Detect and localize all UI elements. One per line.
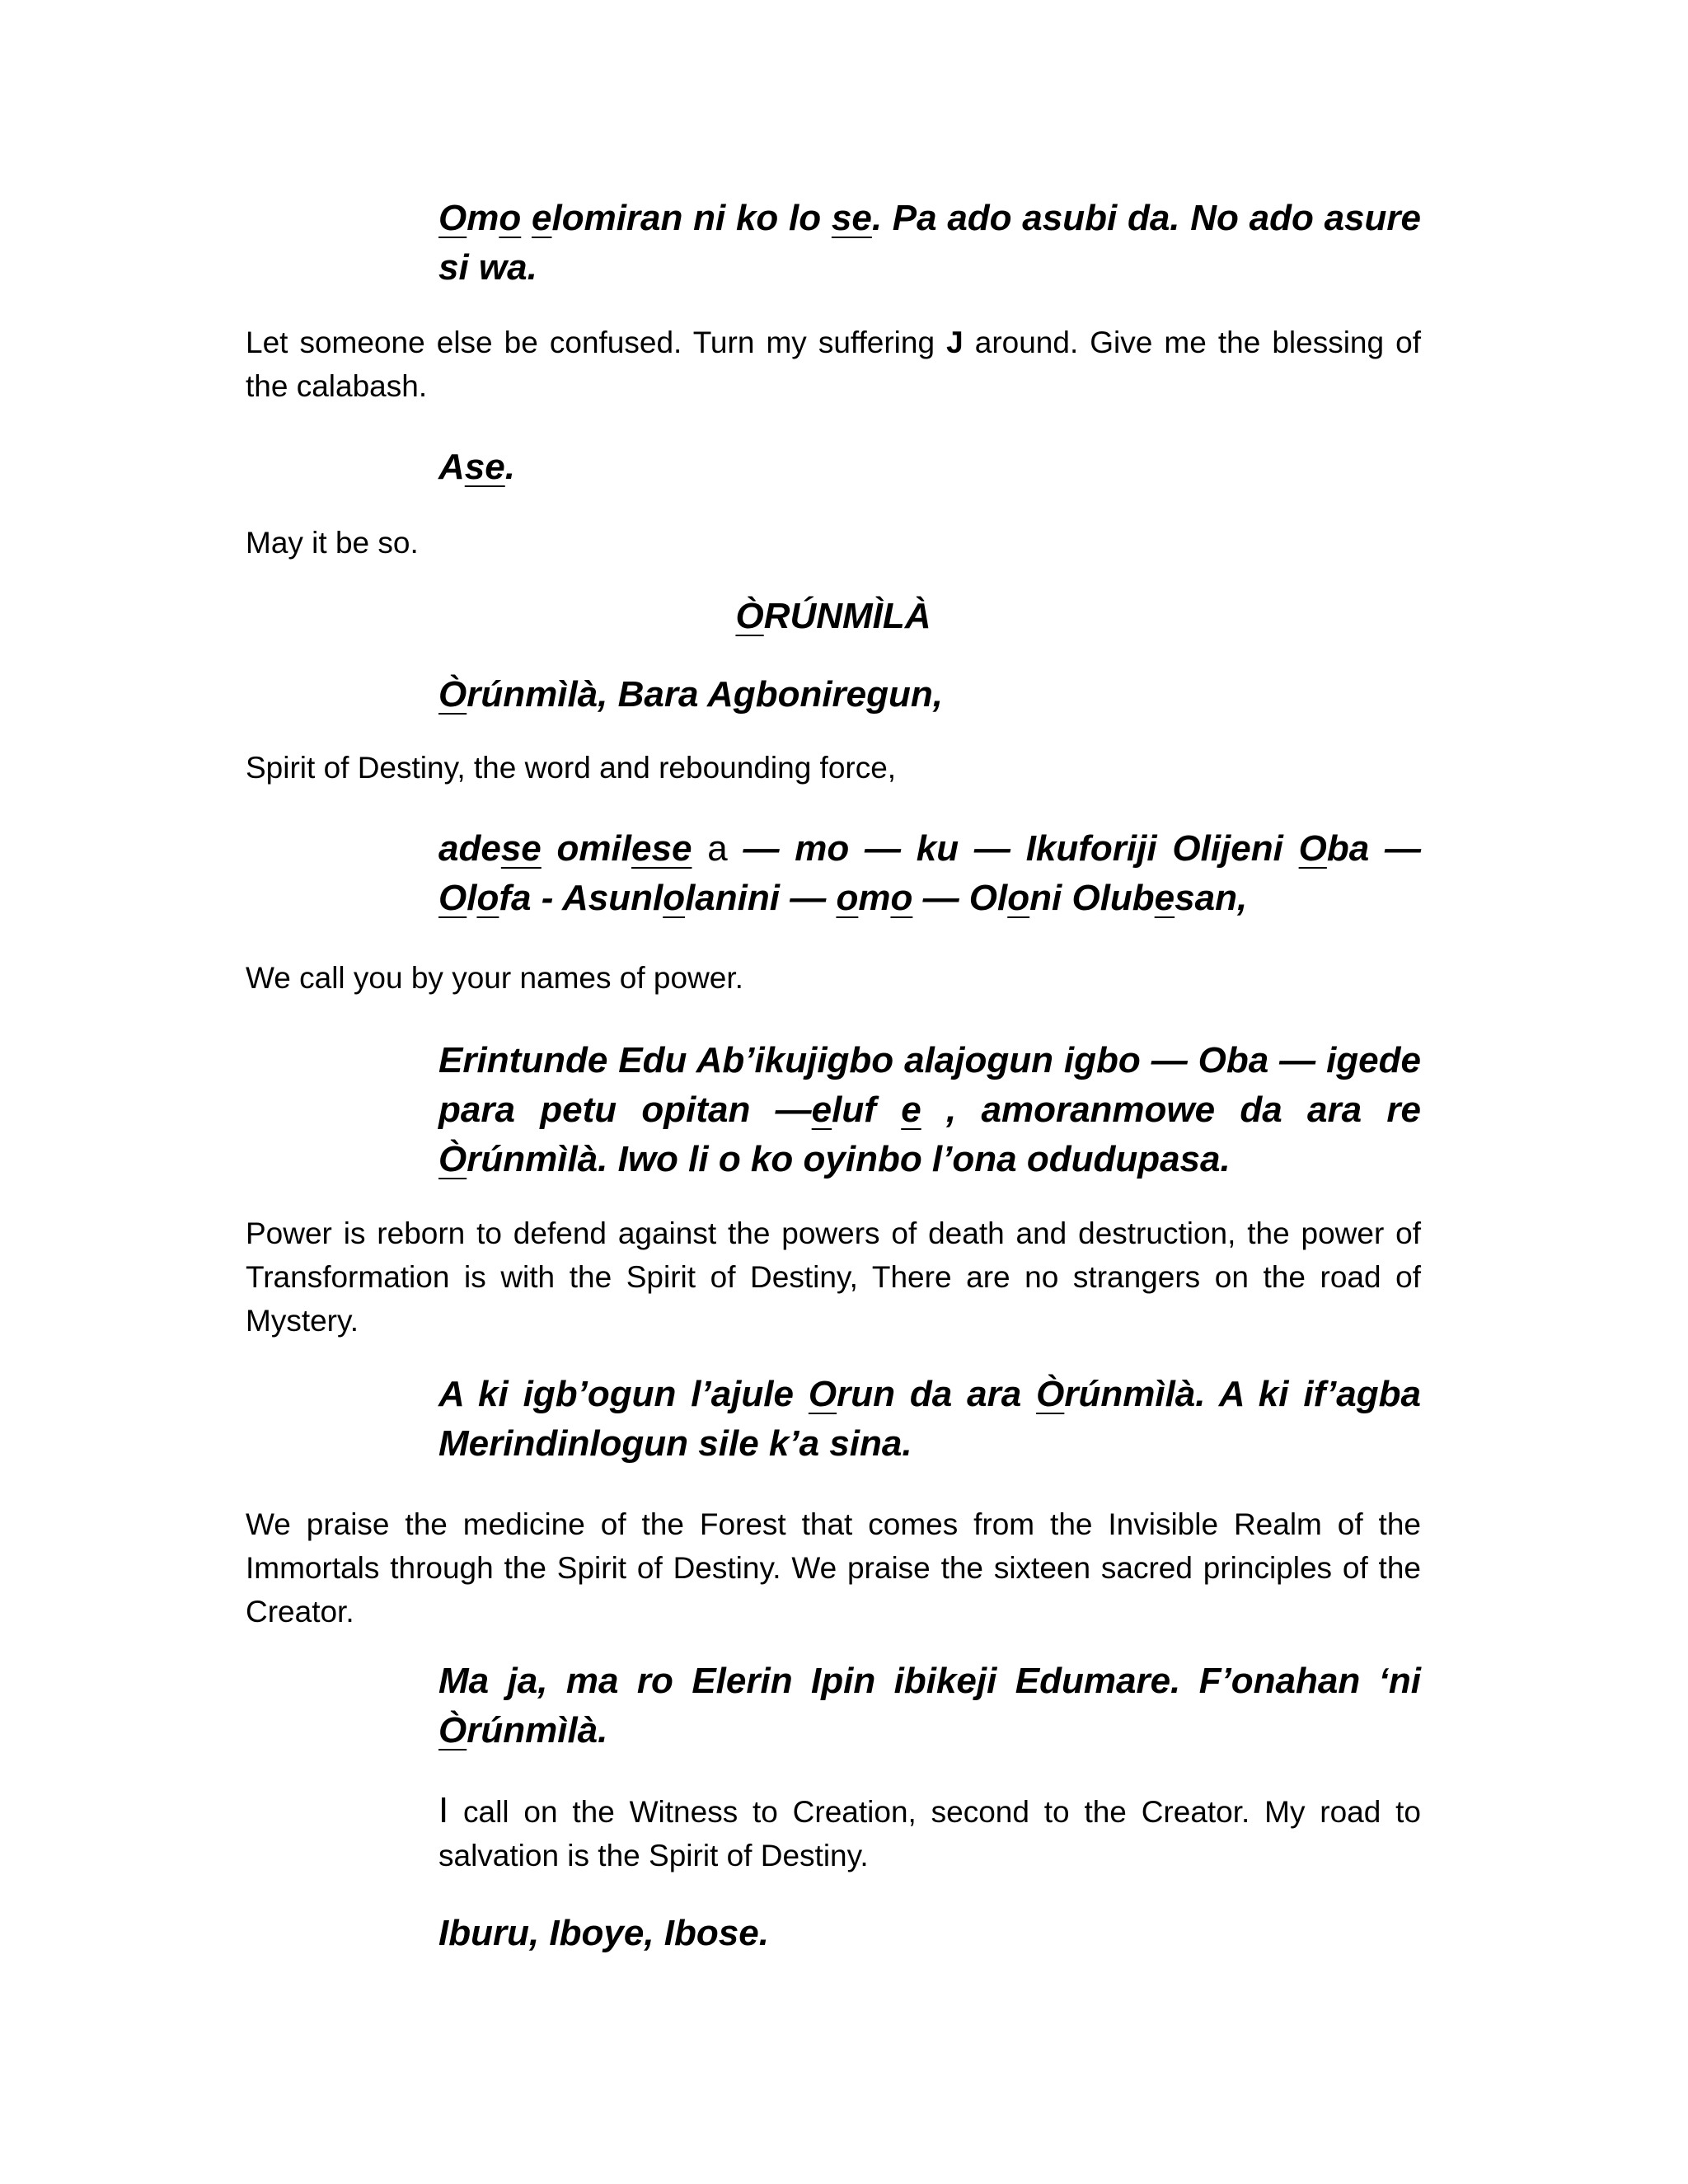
verse-text: omil (541, 828, 632, 869)
underlined-letter: Ò (438, 674, 467, 715)
underlined-letter: Ò (1036, 1374, 1065, 1414)
underlined-letter: O (808, 1374, 837, 1414)
underlined-letter: e (531, 198, 552, 238)
verse-text: Erintunde Edu Ab’ikujigbo alajogun igbo — Oba — igede para petu opitan — (438, 1040, 1421, 1130)
english-translation-5: Power is reborn to defend against the powers of death and destruction, the power of Transformation is with the Spirit of Destiny, There are no strangers on the road of Mystery. (246, 1216, 1421, 1338)
verse-text: rúnmìlà, Bara Agboniregun, (467, 674, 943, 715)
verse-text: Ma ja, ma ro Elerin Ipin ibikeji Edumare. F’onahan ‘ni (438, 1661, 1421, 1701)
verse-text: san, (1175, 878, 1248, 918)
verse-text: rúnmìlà. (467, 1710, 608, 1750)
translation-text: call on the Witness to Creation, second to the Creator. My road to salvation is the Spirit of Destiny. (438, 1795, 1421, 1872)
english-translation-1 (246, 321, 1421, 408)
verse-text: luf (832, 1090, 902, 1130)
underlined-letter: Ò (438, 1710, 467, 1750)
yoruba-verse-8: Iburu, Iboye, Ibose. (438, 1913, 769, 1953)
yoruba-verse-6 (438, 1370, 1421, 1469)
english-translation-4: We call you by your names of power. (246, 961, 743, 995)
verse-text: — mo — ku — Ikuforiji Olijeni (727, 828, 1299, 869)
verse-text: — Ol (912, 878, 1008, 918)
verse-text: ade (438, 828, 501, 869)
english-translation-6: We praise the medicine of the Forest that comes from the Invisible Realm of the Immortals through the Spirit of Destiny. We praise the sixteen sacred principles of the Creator. (246, 1507, 1421, 1629)
verse-text: A (438, 447, 465, 487)
yoruba-verse-5 (438, 1036, 1421, 1184)
english-translation-7 (438, 1788, 1421, 1877)
section-heading (246, 592, 1421, 641)
verse-text: run da ara (837, 1374, 1037, 1414)
underlined-letter: Ò (735, 596, 764, 636)
translation-text: around. Give me the blessing of the calabash. (246, 326, 1421, 403)
underlined-letter: e (811, 1090, 832, 1130)
underlined-letter: O (1298, 828, 1327, 869)
verse-text: lomiran ni ko lo (551, 198, 832, 238)
underlined-letter: o (890, 878, 913, 918)
underlined-letter: e (901, 1090, 921, 1130)
verse-text: l (467, 878, 477, 918)
underlined-letter: ese (631, 828, 692, 869)
translation-text: Let someone else be confused. Turn my suffering (246, 326, 947, 359)
verse-text: A ki igb’ogun l’ajule (438, 1374, 809, 1414)
verse-text: fa - Asunl (499, 878, 663, 918)
underlined-letter: O (438, 878, 467, 918)
underlined-letter: se (464, 447, 505, 487)
underlined-letter: o (476, 878, 499, 918)
bold-letter: J (946, 326, 964, 359)
verse-text: , amoranmowe da ara re (921, 1090, 1421, 1130)
verse-text: . Pa ado asubi da. No ado asure si wa. (438, 198, 1421, 288)
underlined-letter: se (500, 828, 542, 869)
verse-text: rúnmìlà. Iwo li o ko oyinbo l’ona odudupasa. (467, 1139, 1231, 1179)
verse-text: m (467, 198, 499, 238)
underlined-letter: se (831, 198, 872, 238)
english-translation-2: May it be so. (246, 526, 419, 560)
yoruba-verse-3 (438, 670, 1421, 719)
underlined-letter: Ò (438, 1139, 467, 1179)
yoruba-verse-2 (438, 443, 1421, 492)
verse-text: a (692, 828, 728, 869)
english-translation-3: Spirit of Destiny, the word and rebounding force, (246, 751, 897, 785)
verse-text: rúnmìlà. A ki if’agba Merindinlogun sile k’a sina. (438, 1374, 1421, 1464)
yoruba-verse-1 (438, 194, 1421, 293)
underlined-letter: O (438, 198, 467, 238)
heading-text: RÚNMÌLÀ (763, 596, 931, 636)
verse-text: . (504, 447, 515, 487)
verse-text (521, 198, 532, 238)
underlined-letter: o (663, 878, 686, 918)
yoruba-verse-7 (438, 1657, 1421, 1755)
underlined-letter: o (1007, 878, 1030, 918)
verse-text: ba — (1326, 828, 1421, 869)
underlined-letter: e (1154, 878, 1175, 918)
verse-text: m (858, 878, 891, 918)
verse-text: ni Olub (1029, 878, 1155, 918)
initial-letter: I (438, 1790, 449, 1830)
underlined-letter: o (499, 198, 522, 238)
underlined-letter: o (836, 878, 859, 918)
yoruba-verse-4 (438, 824, 1421, 923)
verse-text: lanini — (685, 878, 837, 918)
